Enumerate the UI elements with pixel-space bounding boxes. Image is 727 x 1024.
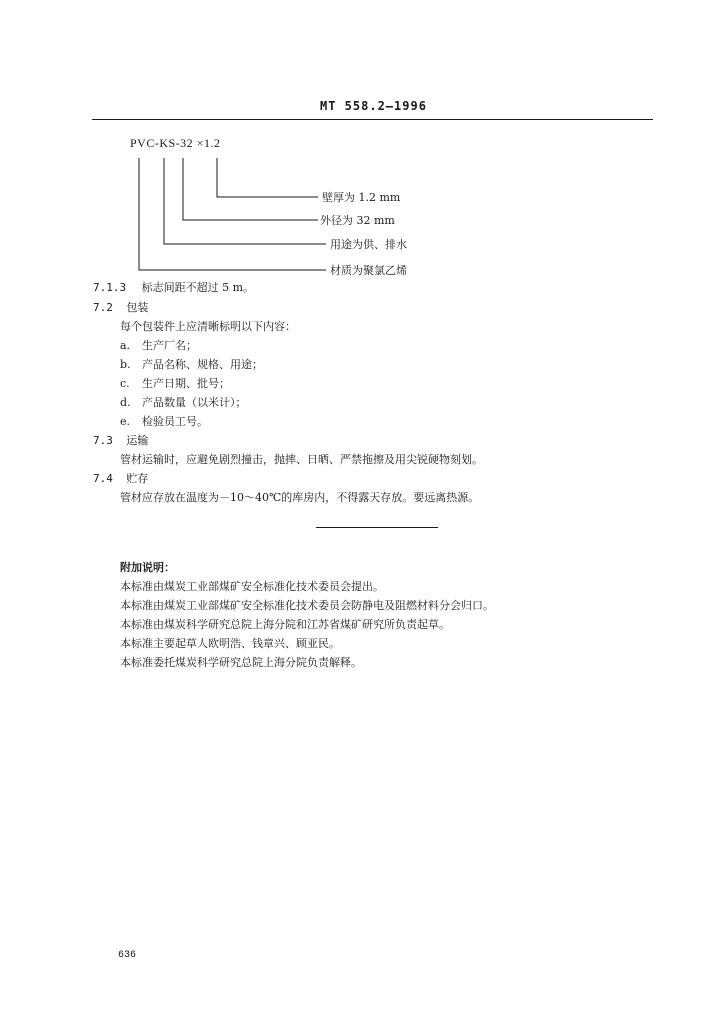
designation-diagram xyxy=(0,0,727,300)
list-item xyxy=(120,358,263,372)
appendix-line: 本标准由煤炭科学研究总院上海分院和江苏省煤矿研究所负责起草。 xyxy=(120,618,450,631)
appendix-line: 本标准由煤炭工业部煤矿安全标准化技术委员会提出。 xyxy=(120,580,384,593)
label-usage: 用途为供、排水 xyxy=(330,238,407,251)
item-text: 生产厂名； xyxy=(142,339,197,352)
label-material: 材质为聚氯乙烯 xyxy=(330,264,407,277)
section-title: 包装 xyxy=(126,301,149,314)
item-key: c. xyxy=(120,377,130,390)
leader-material xyxy=(139,158,326,270)
list-item xyxy=(120,377,230,391)
appendix-line: 本标准由煤炭工业部煤矿安全标准化技术委员会防静电及阻燃材料分会归口。 xyxy=(120,599,494,612)
section-7-1-3 xyxy=(93,281,254,295)
section-number: 7.2 xyxy=(93,301,113,314)
list-item xyxy=(120,396,247,410)
section-number: 7.4 xyxy=(93,472,113,485)
section-7-3-text: 管材运输时，应避免剧烈撞击，抛摔、日晒、严禁拖擦及用尖锐硬物刻划。 xyxy=(120,453,483,466)
list-item xyxy=(120,339,197,353)
item-key: b. xyxy=(120,358,131,371)
section-number: 7.3 xyxy=(93,434,113,447)
item-text: 产品数量（以米计）； xyxy=(142,396,247,409)
appendix-line: 本标准主要起草人欧明浩、钱章兴、顾亚民。 xyxy=(120,637,340,650)
section-7-4-heading xyxy=(93,472,148,486)
item-key: e. xyxy=(120,415,131,428)
end-of-text-rule xyxy=(316,527,438,528)
appendix-line: 本标准委托煤炭科学研究总院上海分院负责解释。 xyxy=(120,656,362,669)
section-title: 贮存 xyxy=(126,472,149,485)
section-text: 标志间距不超过 5 m。 xyxy=(141,281,255,294)
item-text: 产品名称、规格、用途； xyxy=(142,358,263,371)
item-text: 生产日期、批号； xyxy=(142,377,230,390)
section-7-3-heading xyxy=(93,434,148,448)
item-key: a. xyxy=(120,339,131,352)
page-number: 636 xyxy=(118,950,137,961)
item-text: 检验员工号。 xyxy=(142,415,208,428)
section-title: 运输 xyxy=(126,434,149,447)
leader-outer-diameter xyxy=(183,158,318,220)
section-number: 7.1.3 xyxy=(93,281,127,294)
list-item xyxy=(120,415,208,429)
label-outer-diameter: 外径为 32 mm xyxy=(320,214,395,227)
leader-usage xyxy=(164,158,326,244)
section-7-4-text: 管材应存放在温度为－10～40℃的库房内，不得露天存放。要远离热源。 xyxy=(120,491,480,504)
section-7-2-intro: 每个包装件上应清晰标明以下内容： xyxy=(120,320,296,333)
standard-code-header: MT 558.2—1996 xyxy=(320,99,427,113)
item-key: d. xyxy=(120,396,131,409)
label-wall-thickness: 壁厚为 1.2 mm xyxy=(322,191,401,204)
leader-wall-thickness xyxy=(217,158,318,197)
designation-code: PVC-KS-32 ×1.2 xyxy=(130,136,221,150)
section-7-2-heading xyxy=(93,301,148,315)
appendix-title: 附加说明： xyxy=(120,561,175,574)
